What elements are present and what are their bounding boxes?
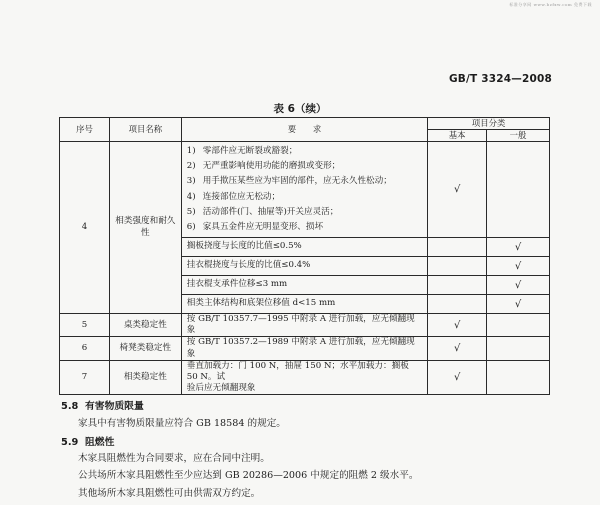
requirement-text: 相类主体结构和底架位移值 d<15 mm	[181, 295, 427, 314]
general-empty-cell	[487, 337, 550, 360]
requirement-list-item	[187, 220, 422, 235]
general-check-mark: √	[487, 257, 550, 276]
row-index: 6	[60, 337, 110, 360]
general-empty-cell	[487, 314, 550, 337]
list-item-number: 6)	[186, 221, 196, 232]
table-row	[60, 142, 550, 238]
list-item-text: 家具五金件应无明显变形、损坏	[202, 221, 324, 232]
clause-heading	[61, 434, 114, 448]
row-item-name: 相类强度和耐久性	[109, 142, 181, 314]
list-item-text: 连接部位应无松动；	[202, 191, 281, 202]
basic-empty-cell	[428, 257, 487, 276]
requirement-list-item	[187, 174, 422, 189]
row-item-name: 椅凳类稳定性	[109, 337, 181, 360]
requirement-line: 垂直加载力：门 100 N，抽屉 150 N；水平加载力：搁板 50 N。试	[186, 360, 409, 382]
list-item-number: 2)	[186, 161, 196, 172]
list-item-number: 5)	[186, 206, 196, 217]
basic-check-mark: √	[428, 337, 487, 360]
clause-text: 其他场所木家具阻燃性可由供需双方约定。	[78, 488, 261, 499]
list-item-number: 4)	[186, 191, 196, 202]
requirement-list-item	[187, 159, 422, 174]
header-requirement: 要 求	[181, 118, 427, 142]
basic-check-mark: √	[428, 360, 487, 395]
requirement-list	[181, 142, 427, 238]
general-check-mark: √	[487, 276, 550, 295]
list-item-text: 无严重影响使用功能的磨损或变形；	[202, 161, 341, 172]
requirement-text: 搁板挠度与长度的比值≤0.5%	[181, 238, 427, 257]
basic-empty-cell	[428, 238, 487, 257]
clause-title: 有害物质限量	[85, 401, 144, 412]
clause-text: 公共场所木家具阻燃性至少应达到 GB 20286—2006 中规定的阻燃 2 级水平。	[78, 470, 419, 481]
clause-text: 家具中有害物质限量应符合 GB 18584 的规定。	[78, 418, 286, 429]
row-item-name: 桌类稳定性	[109, 314, 181, 337]
table-row	[60, 337, 550, 360]
table-row	[60, 360, 550, 395]
table-title: 表 6（续）	[273, 103, 327, 115]
list-item-text: 活动部件(门、抽屉等)开关应灵活；	[202, 206, 339, 217]
row-index: 4	[60, 142, 110, 314]
general-check-mark: √	[487, 238, 550, 257]
row-item-name: 相类稳定性	[109, 360, 181, 395]
clause-heading	[61, 398, 144, 412]
clause-text: 木家具阻燃性为合同要求，应在合同中注明。	[78, 453, 270, 464]
list-item-text: 用手揿压某些应为牢固的部件，应无永久性松动；	[202, 176, 392, 187]
requirement-text: 挂衣棍支承件位移≤3 mm	[181, 276, 427, 295]
list-item-text: 零部件应无断裂或豁裂；	[202, 145, 298, 156]
basic-check-mark: √	[428, 314, 487, 337]
basic-check-mark: √	[428, 142, 487, 238]
general-empty-cell	[487, 360, 550, 395]
requirement-text: 按 GB/T 10357.2—1989 中附录 A 进行加载，应无倾翻现象	[181, 337, 427, 360]
header-index: 序号	[60, 118, 110, 142]
requirement-list-item	[187, 144, 422, 159]
table-row	[60, 314, 550, 337]
header-item: 项目名称	[109, 118, 181, 142]
list-item-number: 3)	[186, 176, 196, 187]
general-check-mark: √	[487, 295, 550, 314]
requirement-list-item	[187, 205, 422, 220]
requirement-text: 挂衣棍挠度与长度的比值≤0.4%	[181, 257, 427, 276]
header-general: 一般	[487, 130, 550, 142]
row-index: 5	[60, 314, 110, 337]
clause-number: 5.9	[61, 437, 79, 448]
spec-table	[59, 117, 550, 395]
clause-number: 5.8	[61, 401, 79, 412]
header-basic: 基本	[428, 130, 487, 142]
requirement-text	[181, 360, 427, 395]
row-index: 7	[60, 360, 110, 395]
general-empty-cell	[487, 142, 550, 238]
standard-code: GB/T 3324—2008	[448, 73, 552, 85]
basic-empty-cell	[428, 295, 487, 314]
header-category: 项目分类	[428, 118, 550, 130]
requirement-list-item	[187, 190, 422, 205]
requirement-text: 按 GB/T 10357.7—1995 中附录 A 进行加载，应无倾翻现象	[181, 314, 427, 337]
requirement-line: 验后应无倾翻现象	[186, 383, 256, 394]
clause-title: 阻燃性	[85, 437, 115, 448]
watermark-text: 标准分享网 www.bzfxw.com 免费下载	[509, 2, 592, 7]
list-item-number: 1)	[186, 145, 196, 156]
basic-empty-cell	[428, 276, 487, 295]
